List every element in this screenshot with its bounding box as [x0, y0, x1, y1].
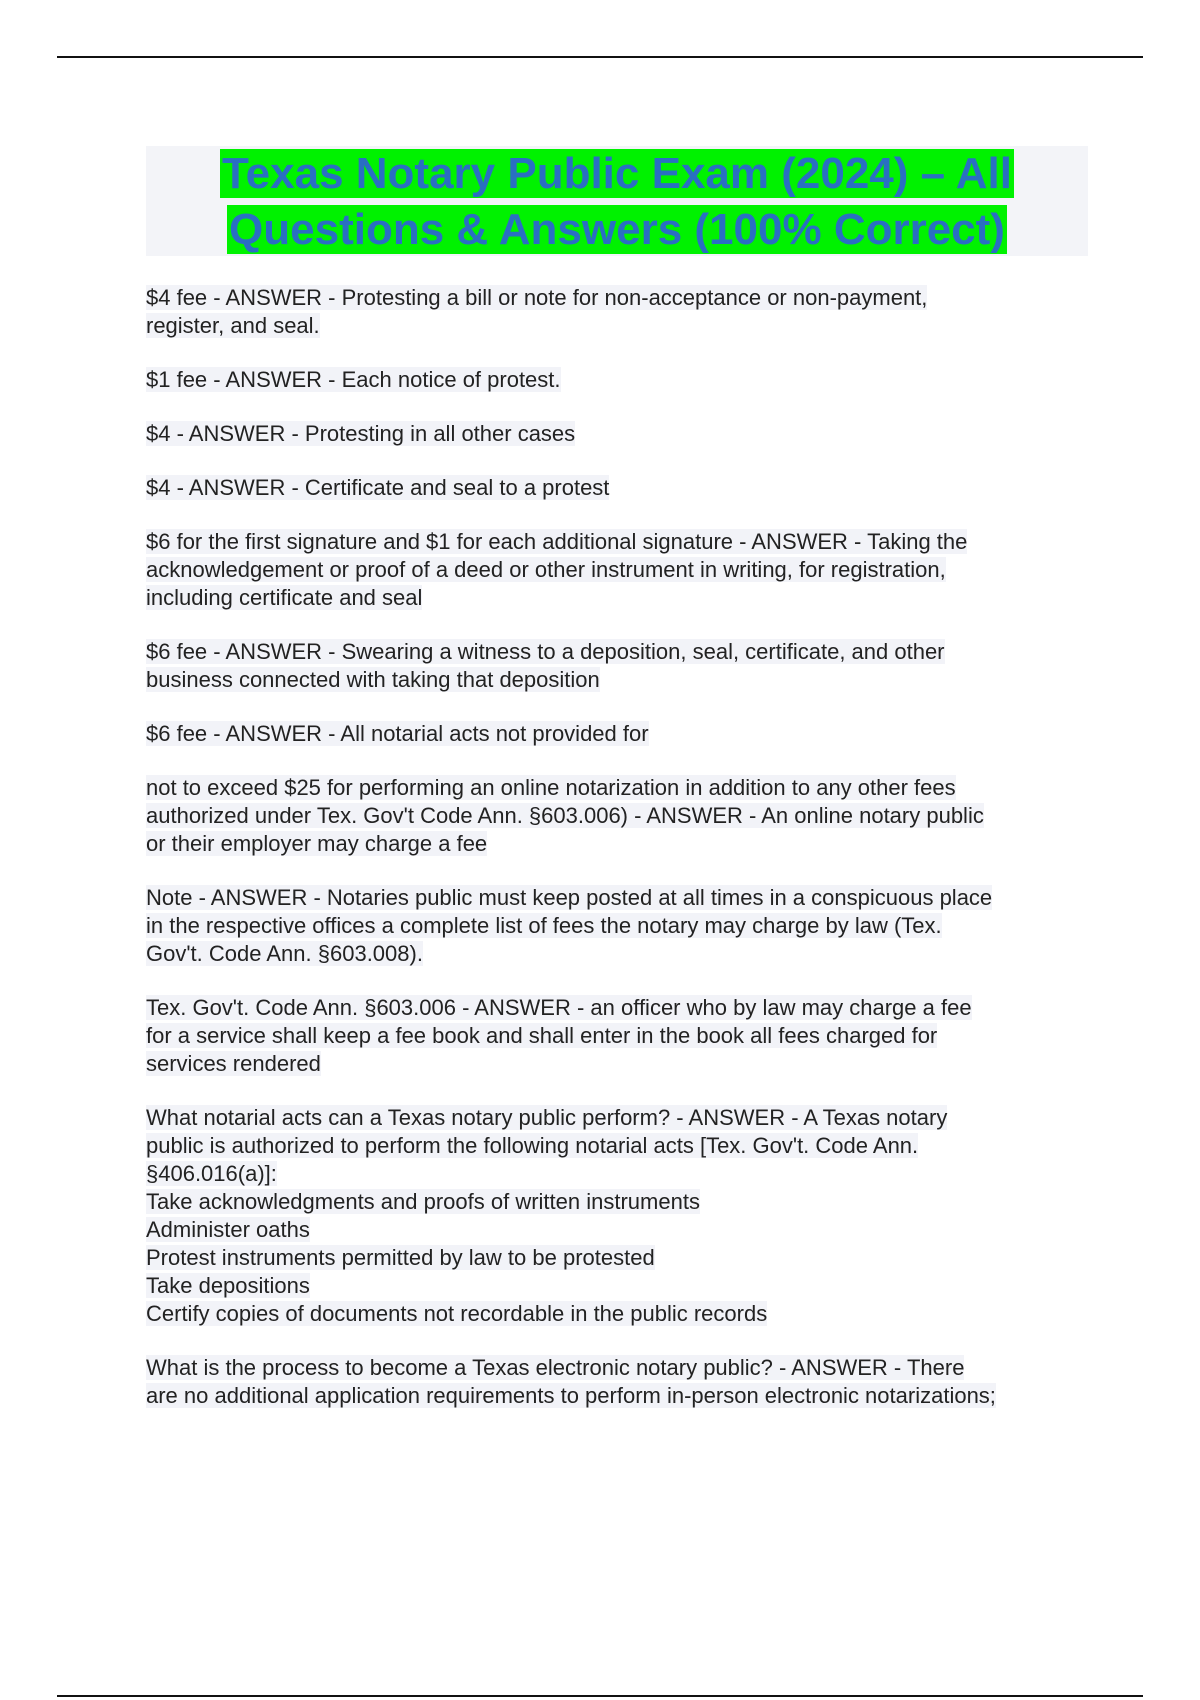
qa-entry-2: $1 fee - ANSWER - Each notice of protest. — [146, 367, 561, 392]
title-line-2: Questions & Answers (100% Correct) — [229, 205, 1005, 254]
bottom-rule — [57, 1695, 1143, 1697]
title-block — [146, 146, 1088, 256]
qa-entry-4: $4 - ANSWER - Certificate and seal to a protest — [146, 475, 610, 500]
qa-entry-9: Note - ANSWER - Notaries public must keep posted at all times in a conspicuous place in the respective offices a complete list of fees the notary may charge by law (Tex. Gov't. Code Ann. §603.008). — [146, 885, 993, 966]
qa-entry-1: $4 fee - ANSWER - Protesting a bill or note for non-acceptance or non-payment, register, and seal. — [146, 285, 928, 338]
qa-entry-3: $4 - ANSWER - Protesting in all other cases — [146, 421, 576, 446]
qa-entry-10: Tex. Gov't. Code Ann. §603.006 - ANSWER - an officer who by law may charge a fee for a service shall keep a fee book and shall enter in the book all fees charged for services rendered — [146, 995, 972, 1076]
qa-entry-12: What is the process to become a Texas electronic notary public? - ANSWER - There are no additional application requirements to perform in-person electronic notarizations; — [146, 1355, 996, 1408]
qa-entry-7: $6 fee - ANSWER - All notarial acts not provided for — [146, 721, 649, 746]
qa-list — [146, 284, 1088, 1436]
qa-entry-6: $6 fee - ANSWER - Swearing a witness to a deposition, seal, certificate, and other business connected with taking that deposition — [146, 639, 945, 692]
title-line-1: Texas Notary Public Exam (2024) – All — [222, 149, 1012, 198]
qa-entry-5: $6 for the first signature and $1 for each additional signature - ANSWER - Taking the acknowledgement or proof of a deed or other instrument in writing, for registration, including certificate and seal — [146, 529, 968, 610]
document-title — [146, 146, 1088, 258]
qa-entry-8: not to exceed $25 for performing an online notarization in addition to any other fees authorized under Tex. Gov't Code Ann. §603.006) - ANSWER - An online notary public or their employer may charge a fee — [146, 775, 984, 856]
top-rule — [57, 56, 1143, 58]
qa-entry-11: What notarial acts can a Texas notary public perform? - ANSWER - A Texas notary public is authorized to perform the following notarial acts [Tex. Gov't. Code Ann. §406.016(a)]: Take acknowledgments and proofs of written instruments Administer oaths Protest instruments permitted by law to be protested Take depositions Certify copies of documents not recordable in the public records — [146, 1105, 948, 1326]
